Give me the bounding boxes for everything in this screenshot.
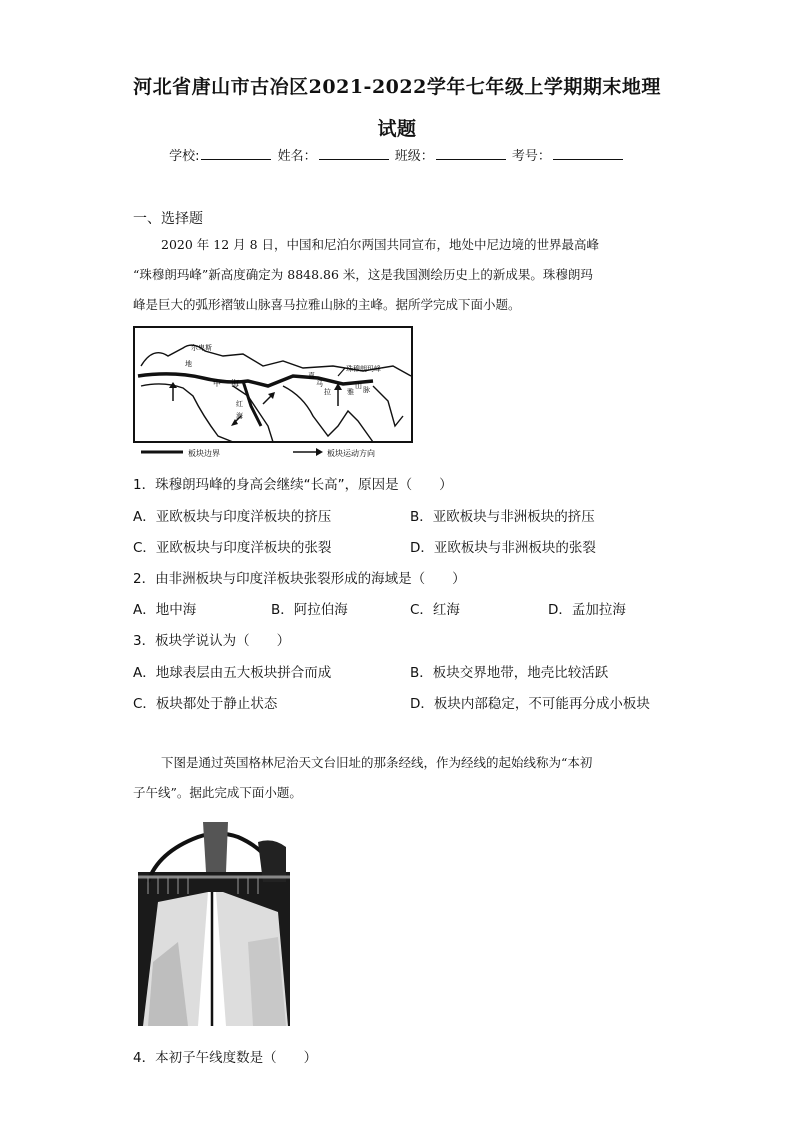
school-label: 学校:	[169, 149, 200, 164]
map-label: 中	[213, 379, 221, 388]
class-blank[interactable]	[436, 147, 506, 160]
passage-1-line: 2020 年 12 月 8 日，中国和尼泊尔两国共同宣布，地处中尼边境的世界最高峰	[161, 237, 600, 252]
passage-1-line: 峰是巨大的弧形褶皱山脉喜马拉雅山脉的主峰。据所学完成下面小题。	[133, 297, 521, 312]
map-label: 尔卑斯	[191, 344, 212, 352]
passage-2-line: 下图是通过英国格林尼治天文台旧址的那条经线，作为经线的起始线称为“本初	[161, 755, 593, 770]
question-3-stem: 3．板块学说认为（ ）	[133, 633, 291, 649]
name-blank[interactable]	[319, 147, 389, 160]
question-3-option-b[interactable]: B．板块交界地带，地壳比较活跃	[410, 665, 609, 681]
map-label: 地	[185, 360, 192, 368]
greenwich-meridian-photo	[138, 822, 290, 1026]
question-4-stem: 4．本初子午线度数是（ ）	[133, 1050, 318, 1066]
map-label: 雅	[347, 388, 354, 396]
passage-2	[133, 748, 658, 808]
question-3-option-a[interactable]: A．地球表层由五大板块拼合而成	[133, 665, 332, 681]
question-1-stem: 1．珠穆朗玛峰的身高会继续“长高”，原因是（ ）	[133, 477, 453, 493]
question-1-option-a[interactable]: A．亚欧板块与印度洋板块的挤压	[133, 509, 332, 525]
map-label: 珠穆朗玛峰	[346, 365, 381, 373]
question-2-option-a[interactable]: A．地中海	[133, 602, 197, 618]
map-label: 喜	[308, 372, 315, 380]
map-label: 海	[236, 412, 243, 420]
map-label: 拉	[324, 388, 331, 396]
question-2-option-c[interactable]: C．红海	[410, 602, 460, 618]
document-title-line1: 河北省唐山市古冶区2021-2022学年七年级上学期期末地理	[133, 76, 661, 98]
map-label: 脉	[363, 386, 370, 394]
legend-arrow-icon	[316, 448, 323, 456]
question-3-option-c[interactable]: C．板块都处于静止状态	[133, 696, 278, 712]
question-1-option-d[interactable]: D．亚欧板块与非洲板块的张裂	[410, 540, 596, 556]
question-1-option-c[interactable]: C．亚欧板块与印度洋板块的张裂	[133, 540, 332, 556]
map-label: 红	[236, 400, 243, 408]
passage-1-line: “珠穆朗玛峰”新高度确定为 8848.86 米，这是我国测绘历史上的新成果。珠穆朗玛	[133, 267, 593, 282]
passage-1	[133, 230, 658, 320]
number-label: 考号：	[511, 149, 551, 164]
passage-2-line: 子午线”。据此完成下面小题。	[133, 785, 302, 800]
map-label: 海	[231, 379, 239, 388]
question-2-option-d[interactable]: D．孟加拉海	[548, 602, 626, 618]
plate-map-figure	[133, 326, 415, 460]
student-info-line	[0, 145, 794, 164]
question-3-option-d[interactable]: D．板块内部稳定，不可能再分成小板块	[410, 696, 650, 712]
map-label: 马	[316, 380, 323, 388]
section-heading: 一、选择题	[133, 211, 203, 227]
monument-shape	[203, 822, 228, 872]
class-label: 班级：	[394, 149, 434, 164]
legend-boundary-label: 板块边界	[188, 449, 220, 458]
name-label: 姓名：	[277, 149, 317, 164]
question-1-option-b[interactable]: B．亚欧板块与非洲板块的挤压	[410, 509, 595, 525]
legend-motion-label: 板块运动方向	[327, 449, 375, 458]
map-label: 山	[355, 382, 362, 390]
question-2-stem: 2．由非洲板块与印度洋板块张裂形成的海域是（ ）	[133, 571, 466, 587]
school-blank[interactable]	[201, 147, 271, 160]
document-title-line2: 试题	[377, 118, 417, 140]
question-2-option-b[interactable]: B．阿拉伯海	[271, 602, 348, 618]
number-blank[interactable]	[553, 147, 623, 160]
